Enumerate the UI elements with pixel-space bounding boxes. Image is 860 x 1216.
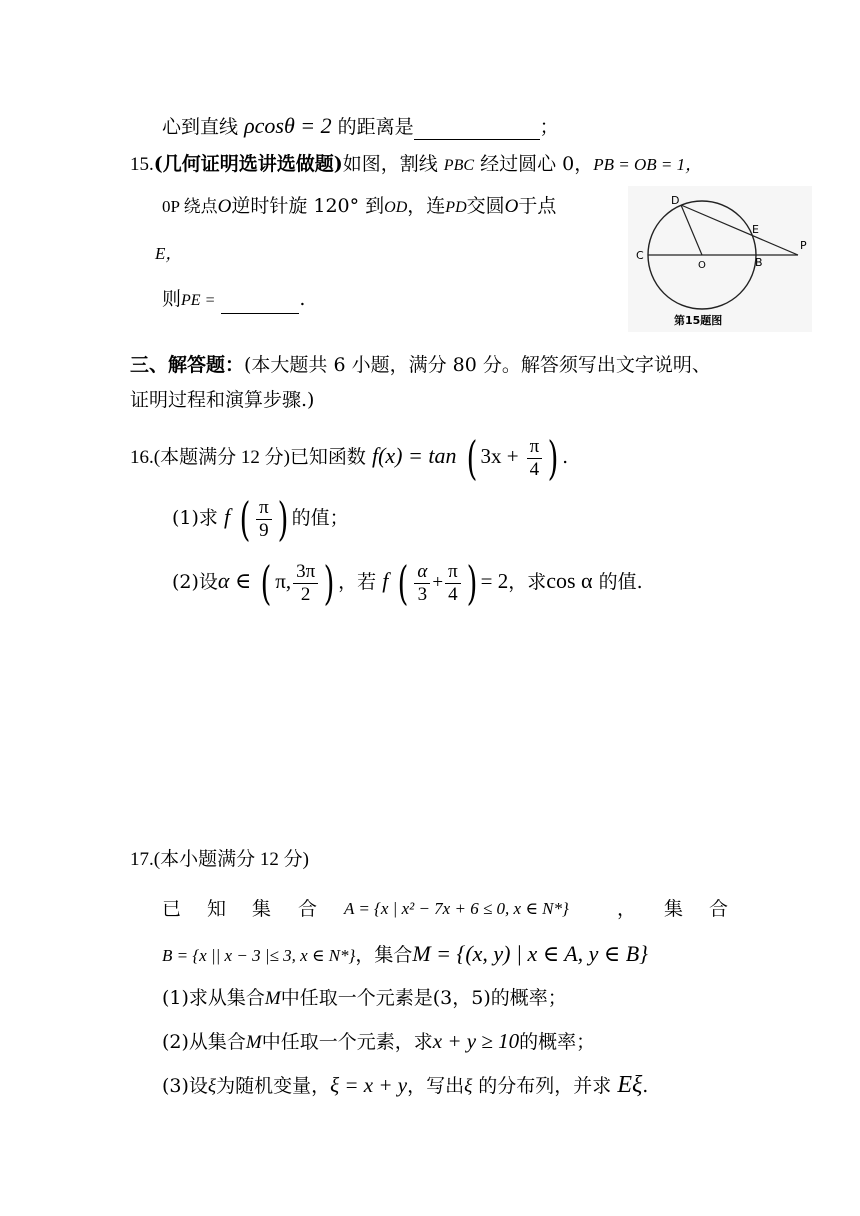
q16-p1-f: f <box>223 504 231 529</box>
q16-p2-label: (2)设 <box>172 571 218 593</box>
q16-p2-if: ，若 <box>338 571 377 593</box>
section3-desc2: 证明过程和演算步骤.) <box>130 389 315 411</box>
q17-head <box>130 846 309 873</box>
figure-label-d: D <box>671 194 680 207</box>
q16-p1-paren-left: ( <box>239 492 251 546</box>
q16-p2-pi-fraction <box>445 561 461 606</box>
q15-line3 <box>155 240 182 267</box>
q14-expression: ρcosθ = 2 <box>244 113 332 138</box>
q17-p3-expr: ξ = x + y <box>330 1073 408 1097</box>
q16-end: . <box>562 446 569 468</box>
q16-p2-alpha-num: α <box>414 561 430 584</box>
q17-line2-mid: ，集合 <box>355 944 413 966</box>
q17-p3-xi2: ξ <box>464 1076 473 1097</box>
q16-function: f(x) = tan <box>371 443 457 468</box>
q16-head-line <box>130 426 568 486</box>
q14-text-after: 的距离是 <box>337 116 414 138</box>
q16-p2-alpha: α ∈ <box>217 568 252 593</box>
q17-set-m: M = {(x, y) | x ∈ A, y ∈ B} <box>412 941 648 966</box>
q16-p1-num: π <box>256 497 272 520</box>
q17-p2-expr: x + y ≥ 10 <box>432 1029 520 1053</box>
q16-p2-paren-left: ( <box>260 556 272 610</box>
q15-pd: PD <box>445 199 467 216</box>
q16-paren-right: ) <box>547 431 559 485</box>
q15-dot: . <box>299 288 306 310</box>
q15-text1b: 经过圆心 0， <box>480 153 594 175</box>
q16-p1-fraction <box>256 497 272 542</box>
q16-p2-end: 的值. <box>598 571 643 593</box>
q15-line1 <box>130 151 702 179</box>
q15-pe: PE = <box>181 292 216 309</box>
q15-tag: (几何证明选讲选做题) <box>153 153 343 175</box>
section3-line1 <box>130 352 711 378</box>
figure-label-c: C <box>636 249 644 262</box>
q16-part2 <box>172 552 643 610</box>
q17-p2-m: M <box>245 1032 262 1053</box>
q14-tail-line <box>162 113 559 140</box>
figure-label-e: E <box>752 223 759 236</box>
q16-frac-num: π <box>527 436 543 459</box>
q16-p2-den: 2 <box>300 583 311 605</box>
q15-number: 15. <box>130 154 154 175</box>
q16-p2-paren-right: ) <box>323 556 335 610</box>
q16-head: 16.(本题满分 12 分)已知函数 <box>130 447 366 468</box>
q16-p2-alpha-fraction <box>414 561 430 606</box>
q15-text2d: 交圆 <box>466 195 505 217</box>
q16-fraction <box>527 436 543 481</box>
q15-text1: 如图，割线 <box>342 153 438 175</box>
q15-figure <box>628 186 812 332</box>
q16-p2-fraction <box>293 561 318 606</box>
q15-text2c: ，连 <box>407 195 446 217</box>
q14-end: ； <box>539 116 559 138</box>
q15-text2b: 逆时针旋 120° 到 <box>231 195 385 217</box>
q17-char-3: 集 <box>252 898 272 920</box>
q15-od: OD <box>384 199 408 216</box>
q17-char-2: 知 <box>207 898 227 920</box>
q15-point-o2: O <box>504 196 519 217</box>
q16-p2-paren2-left: ( <box>397 556 409 610</box>
q16-p2-num: 3π <box>293 561 318 584</box>
q16-paren-left: ( <box>466 431 477 485</box>
figure-caption: 第15题图 <box>674 314 723 327</box>
q17-p2-mid: 中任取一个元素，求 <box>261 1031 433 1053</box>
q15-answer-blank[interactable] <box>221 295 299 314</box>
q15-text2e: 于点 <box>518 195 557 217</box>
q15-pbc: PBC <box>443 157 475 174</box>
q16-p2-ask: ，求 <box>508 571 547 593</box>
q17-p1-m: M <box>264 988 281 1009</box>
q17-char-1: 已 <box>162 898 182 920</box>
q17-p1: (1)求从集合 <box>162 987 265 1009</box>
figure-label-p: P <box>800 239 807 252</box>
q15-ask: 则 <box>162 288 182 310</box>
q17-p3-mid3: 的分布列，并求 <box>472 1075 612 1097</box>
q15-point-e: E， <box>155 244 183 263</box>
q17-set-b: B = {x || x − 3 |≤ 3, x ∈ N*} <box>162 946 356 965</box>
q17-p3-end: . <box>642 1075 649 1097</box>
q17-head-text: 17.(本小题满分 12 分) <box>130 849 309 870</box>
q17-p3-e: Eξ <box>617 1072 643 1098</box>
q16-part1 <box>172 488 349 546</box>
q16-p2-f: f <box>382 568 389 593</box>
q17-part3 <box>162 1072 648 1100</box>
figure-background <box>628 186 812 332</box>
section3-line2 <box>130 387 314 413</box>
q17-part1 <box>162 985 567 1012</box>
q16-p2-alpha-den: 3 <box>417 583 428 605</box>
q15-point-o: O <box>217 196 232 217</box>
q15-line4 <box>162 286 305 314</box>
q17-part2 <box>162 1028 595 1056</box>
q17-char-4: 合 <box>298 898 318 920</box>
q17-char-6: 合 <box>709 898 729 920</box>
q16-p2-eq: = 2 <box>480 569 509 593</box>
q15-line2 <box>162 193 556 221</box>
q17-p2: (2)从集合 <box>162 1031 246 1053</box>
q15-condition: PB = OB = 1， <box>593 155 703 174</box>
section3-desc: (本大题共 6 小题，满分 80 分。解答须写出文字说明、 <box>244 354 711 376</box>
q14-text: 心到直线 <box>162 116 239 138</box>
figure-label-o: O <box>698 260 706 271</box>
q16-p1-end: 的值； <box>291 507 349 529</box>
figure-label-b: B <box>755 256 763 269</box>
q17-p3: (3)设 <box>162 1075 208 1097</box>
q16-p2-pi-num: π <box>445 561 461 584</box>
q16-p1-paren-right: ) <box>277 492 289 546</box>
q17-p3-xi: ξ <box>207 1076 217 1097</box>
q17-p2-end: 的概率； <box>519 1031 596 1053</box>
q16-p2-pi-den: 4 <box>448 583 458 605</box>
q16-inner: 3x + <box>480 444 519 468</box>
q17-p1-end: 中任取一个元素是(3，5)的概率； <box>280 987 567 1009</box>
q16-p1-label: (1)求 <box>172 507 218 529</box>
q17-p3-mid: 为随机变量， <box>216 1075 331 1097</box>
q14-answer-blank[interactable] <box>414 119 540 140</box>
q16-p1-den: 9 <box>259 519 269 541</box>
q17-line2 <box>162 941 648 969</box>
q17-comma: ， <box>617 898 637 920</box>
q16-p2-inner: π, <box>275 569 292 593</box>
q17-set-a: A = {x | x² − 7x + 6 ≤ 0, x ∈ N*} <box>344 899 569 918</box>
q16-p2-paren2-right: ) <box>466 556 478 610</box>
q16-p2-plus: + <box>432 572 444 593</box>
q15-text2a: 0P 绕点 <box>162 197 218 216</box>
section3-title: 三、解答题： <box>130 354 245 376</box>
q17-char-5: 集 <box>664 898 684 920</box>
q16-frac-den: 4 <box>529 458 540 480</box>
q16-p2-cos: cos α <box>546 568 593 593</box>
q17-p3-mid2: ，写出 <box>407 1075 465 1097</box>
